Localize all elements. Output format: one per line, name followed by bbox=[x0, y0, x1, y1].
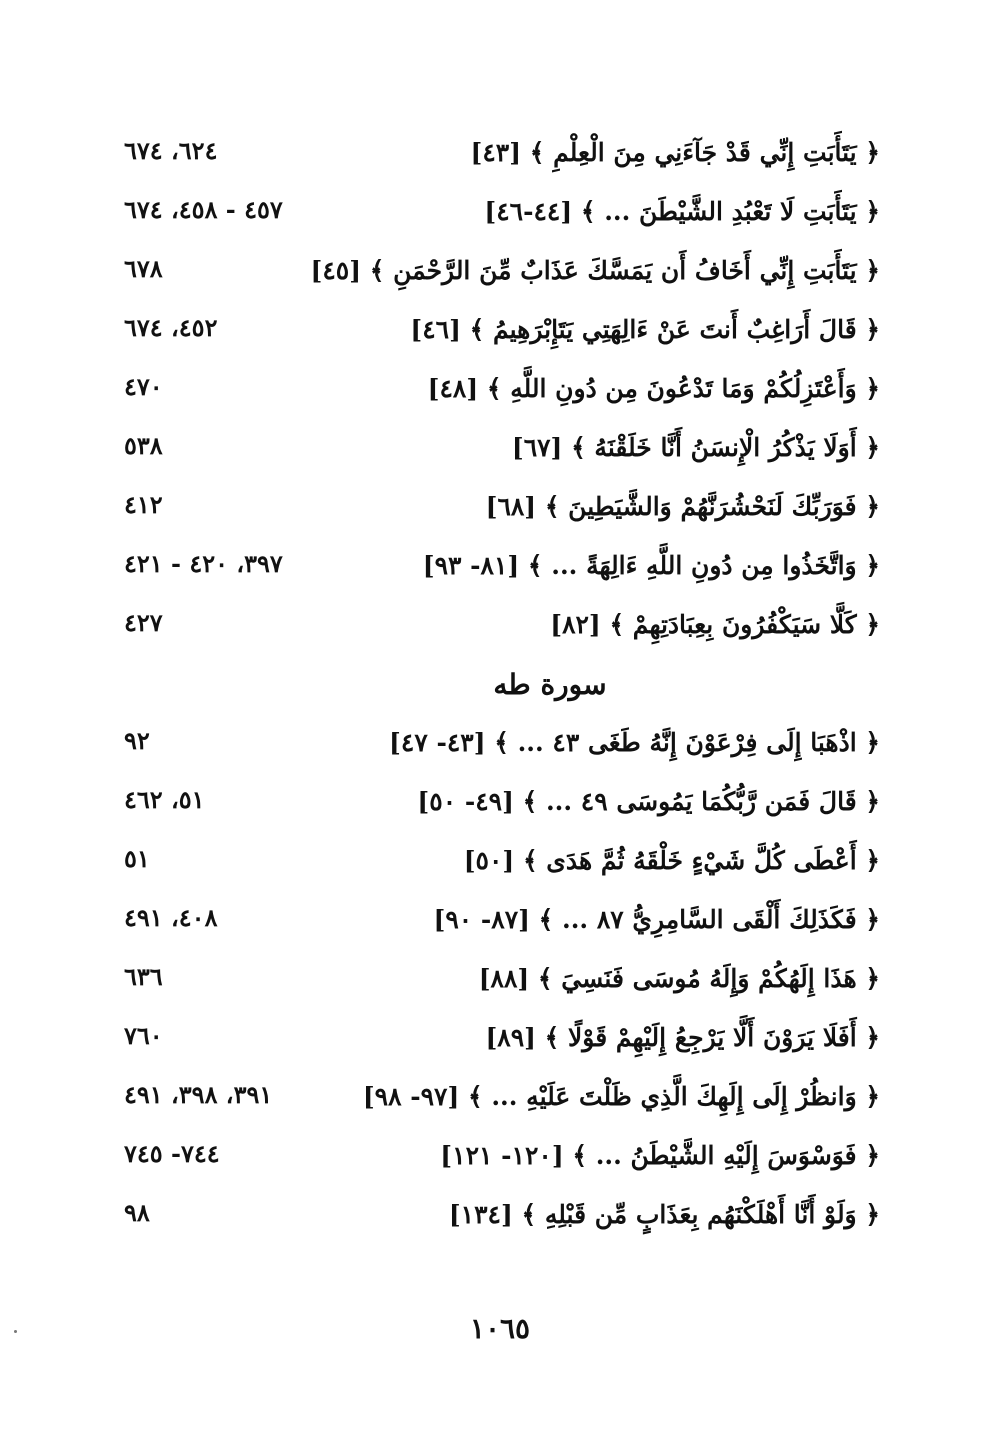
index-row bbox=[110, 836, 880, 895]
verse-text: ﴿ هَذَا إِلَهُكُمْ وَإِلَهُ مُوسَى فَنَسِيَ ﴾ [٨٨] bbox=[478, 964, 880, 993]
index-row bbox=[110, 482, 880, 541]
verse-text: ﴿ فَوَسْوَسَ إِلَيْهِ الشَّيْطَنُ ... ﴾ [١٢٠- ١٢١] bbox=[440, 1141, 880, 1170]
index-row bbox=[110, 541, 880, 600]
index-row bbox=[110, 718, 880, 777]
page-references: ٤٥٧ - ٤٥٨، ٦٧٤ bbox=[124, 195, 283, 224]
page-references: ٥٣٨ bbox=[124, 431, 163, 460]
page-references: ٤٧٠ bbox=[124, 372, 163, 401]
index-row bbox=[110, 246, 880, 305]
verse-text: ﴿ وَانظُرْ إِلَى إِلَهِكَ الَّذِي ظَلْتَ عَلَيْهِ ... ﴾ [٩٧- ٩٨] bbox=[362, 1082, 880, 1111]
verse-index-section-taha bbox=[110, 718, 880, 1249]
verse-text: ﴿ أَفَلَا يَرَوْنَ أَلَّا يَرْجِعُ إِلَيْهِمْ قَوْلًا ﴾ [٨٩] bbox=[485, 1023, 880, 1052]
index-row bbox=[110, 305, 880, 364]
page-references: ٣٩٧، ٤٢٠ - ٤٢١ bbox=[124, 549, 283, 578]
verse-text: ﴿ يَتَأَبَتِ إِنِّي أَخَافُ أَن يَمَسَّكَ عَذَابٌ مِّنَ الرَّحْمَنِ ﴾ [٤٥] bbox=[310, 256, 880, 285]
verse-text: ﴿ أَعْطَى كُلَّ شَيْءٍ خَلْقَهُ ثُمَّ هَدَى ﴾ [٥٠] bbox=[463, 846, 880, 875]
verse-text: ﴿ يَتَأَبَتِ إِنِّي قَدْ جَآءَنِي مِنَ الْعِلْمِ ﴾ [٤٣] bbox=[470, 138, 880, 167]
surah-heading: سورة طه bbox=[493, 668, 607, 701]
index-row bbox=[110, 128, 880, 187]
verse-index-section-maryam bbox=[110, 128, 880, 659]
index-row bbox=[110, 600, 880, 659]
verse-text: ﴿ أَوَلَا يَذْكُرُ الْإِنسَنُ أَنَّا خَلَقْنَهُ ﴾ [٦٧] bbox=[511, 433, 880, 462]
page-references: ٩٨ bbox=[124, 1198, 150, 1227]
verse-text: ﴿ فَكَذَلِكَ أَلْقَى السَّامِرِيُّ ٨٧ ... ﴾ [٨٧- ٩٠] bbox=[433, 905, 880, 934]
index-row bbox=[110, 954, 880, 1013]
page-references: ٧٤٤- ٧٤٥ bbox=[124, 1139, 220, 1168]
index-row bbox=[110, 1013, 880, 1072]
index-row bbox=[110, 895, 880, 954]
verse-text: ﴿ اذْهَبَا إِلَى فِرْعَوْنَ إِنَّهُ طَغَى ٤٣ ... ﴾ [٤٣- ٤٧] bbox=[389, 728, 880, 757]
page-references: ٣٩١، ٣٩٨، ٤٩١ bbox=[124, 1080, 273, 1109]
scan-speck bbox=[14, 1330, 17, 1333]
verse-text: ﴿ وَأَعْتَزِلُكُمْ وَمَا تَدْعُونَ مِن دُونِ اللَّهِ ﴾ [٤٨] bbox=[427, 374, 880, 403]
page-references: ٤٠٨، ٤٩١ bbox=[124, 903, 218, 932]
page-references: ٦٢٤، ٦٧٤ bbox=[124, 136, 218, 165]
index-row bbox=[110, 187, 880, 246]
index-row bbox=[110, 423, 880, 482]
verse-text: ﴿ قَالَ فَمَن رَّبُّكُمَا يَمُوسَى ٤٩ ... ﴾ [٤٩- ٥٠] bbox=[417, 787, 880, 816]
index-row bbox=[110, 1072, 880, 1131]
page-references: ٦٧٨ bbox=[124, 254, 163, 283]
verse-text: ﴿ فَوَرَبِّكَ لَنَحْشُرَنَّهُمْ وَالشَّيَطِينَ ﴾ [٦٨] bbox=[485, 492, 880, 521]
page-references: ٧٦٠ bbox=[124, 1021, 163, 1050]
index-row bbox=[110, 1131, 880, 1190]
page-references: ٤٢٧ bbox=[124, 608, 163, 637]
page-references: ٥١، ٤٦٢ bbox=[124, 785, 205, 814]
index-row bbox=[110, 364, 880, 423]
page-references: ٤٥٢، ٦٧٤ bbox=[124, 313, 218, 342]
verse-text: ﴿ وَلَوْ أَنَّا أَهْلَكْنَهُم بِعَذَابٍ مِّن قَبْلِهِ ﴾ [١٣٤] bbox=[448, 1200, 880, 1229]
page-references: ٩٢ bbox=[124, 726, 150, 755]
verse-text: ﴿ يَتَأَبَتِ لَا تَعْبُدِ الشَّيْطَنَ ... ﴾ [٤٤-٤٦] bbox=[484, 197, 880, 226]
page-references: ٦٣٦ bbox=[124, 962, 163, 991]
page-references: ٤١٢ bbox=[124, 490, 163, 519]
verse-text: ﴿ كَلَّا سَيَكْفُرُونَ بِعِبَادَتِهِمْ ﴾ [٨٢] bbox=[550, 610, 880, 639]
index-row bbox=[110, 777, 880, 836]
verse-text: ﴿ قَالَ أَرَاغِبٌ أَنتَ عَنْ ءَالِهَتِي يَتَإِبْرَهِيمُ ﴾ [٤٦] bbox=[410, 315, 880, 344]
verse-text: ﴿ وَاتَّخَذُوا مِن دُونِ اللَّهِ ءَالِهَةً ... ﴾ [٨١- ٩٣] bbox=[422, 551, 880, 580]
index-row bbox=[110, 1190, 880, 1249]
page-references: ٥١ bbox=[124, 844, 150, 873]
page-number: ١٠٦٥ bbox=[469, 1312, 531, 1345]
